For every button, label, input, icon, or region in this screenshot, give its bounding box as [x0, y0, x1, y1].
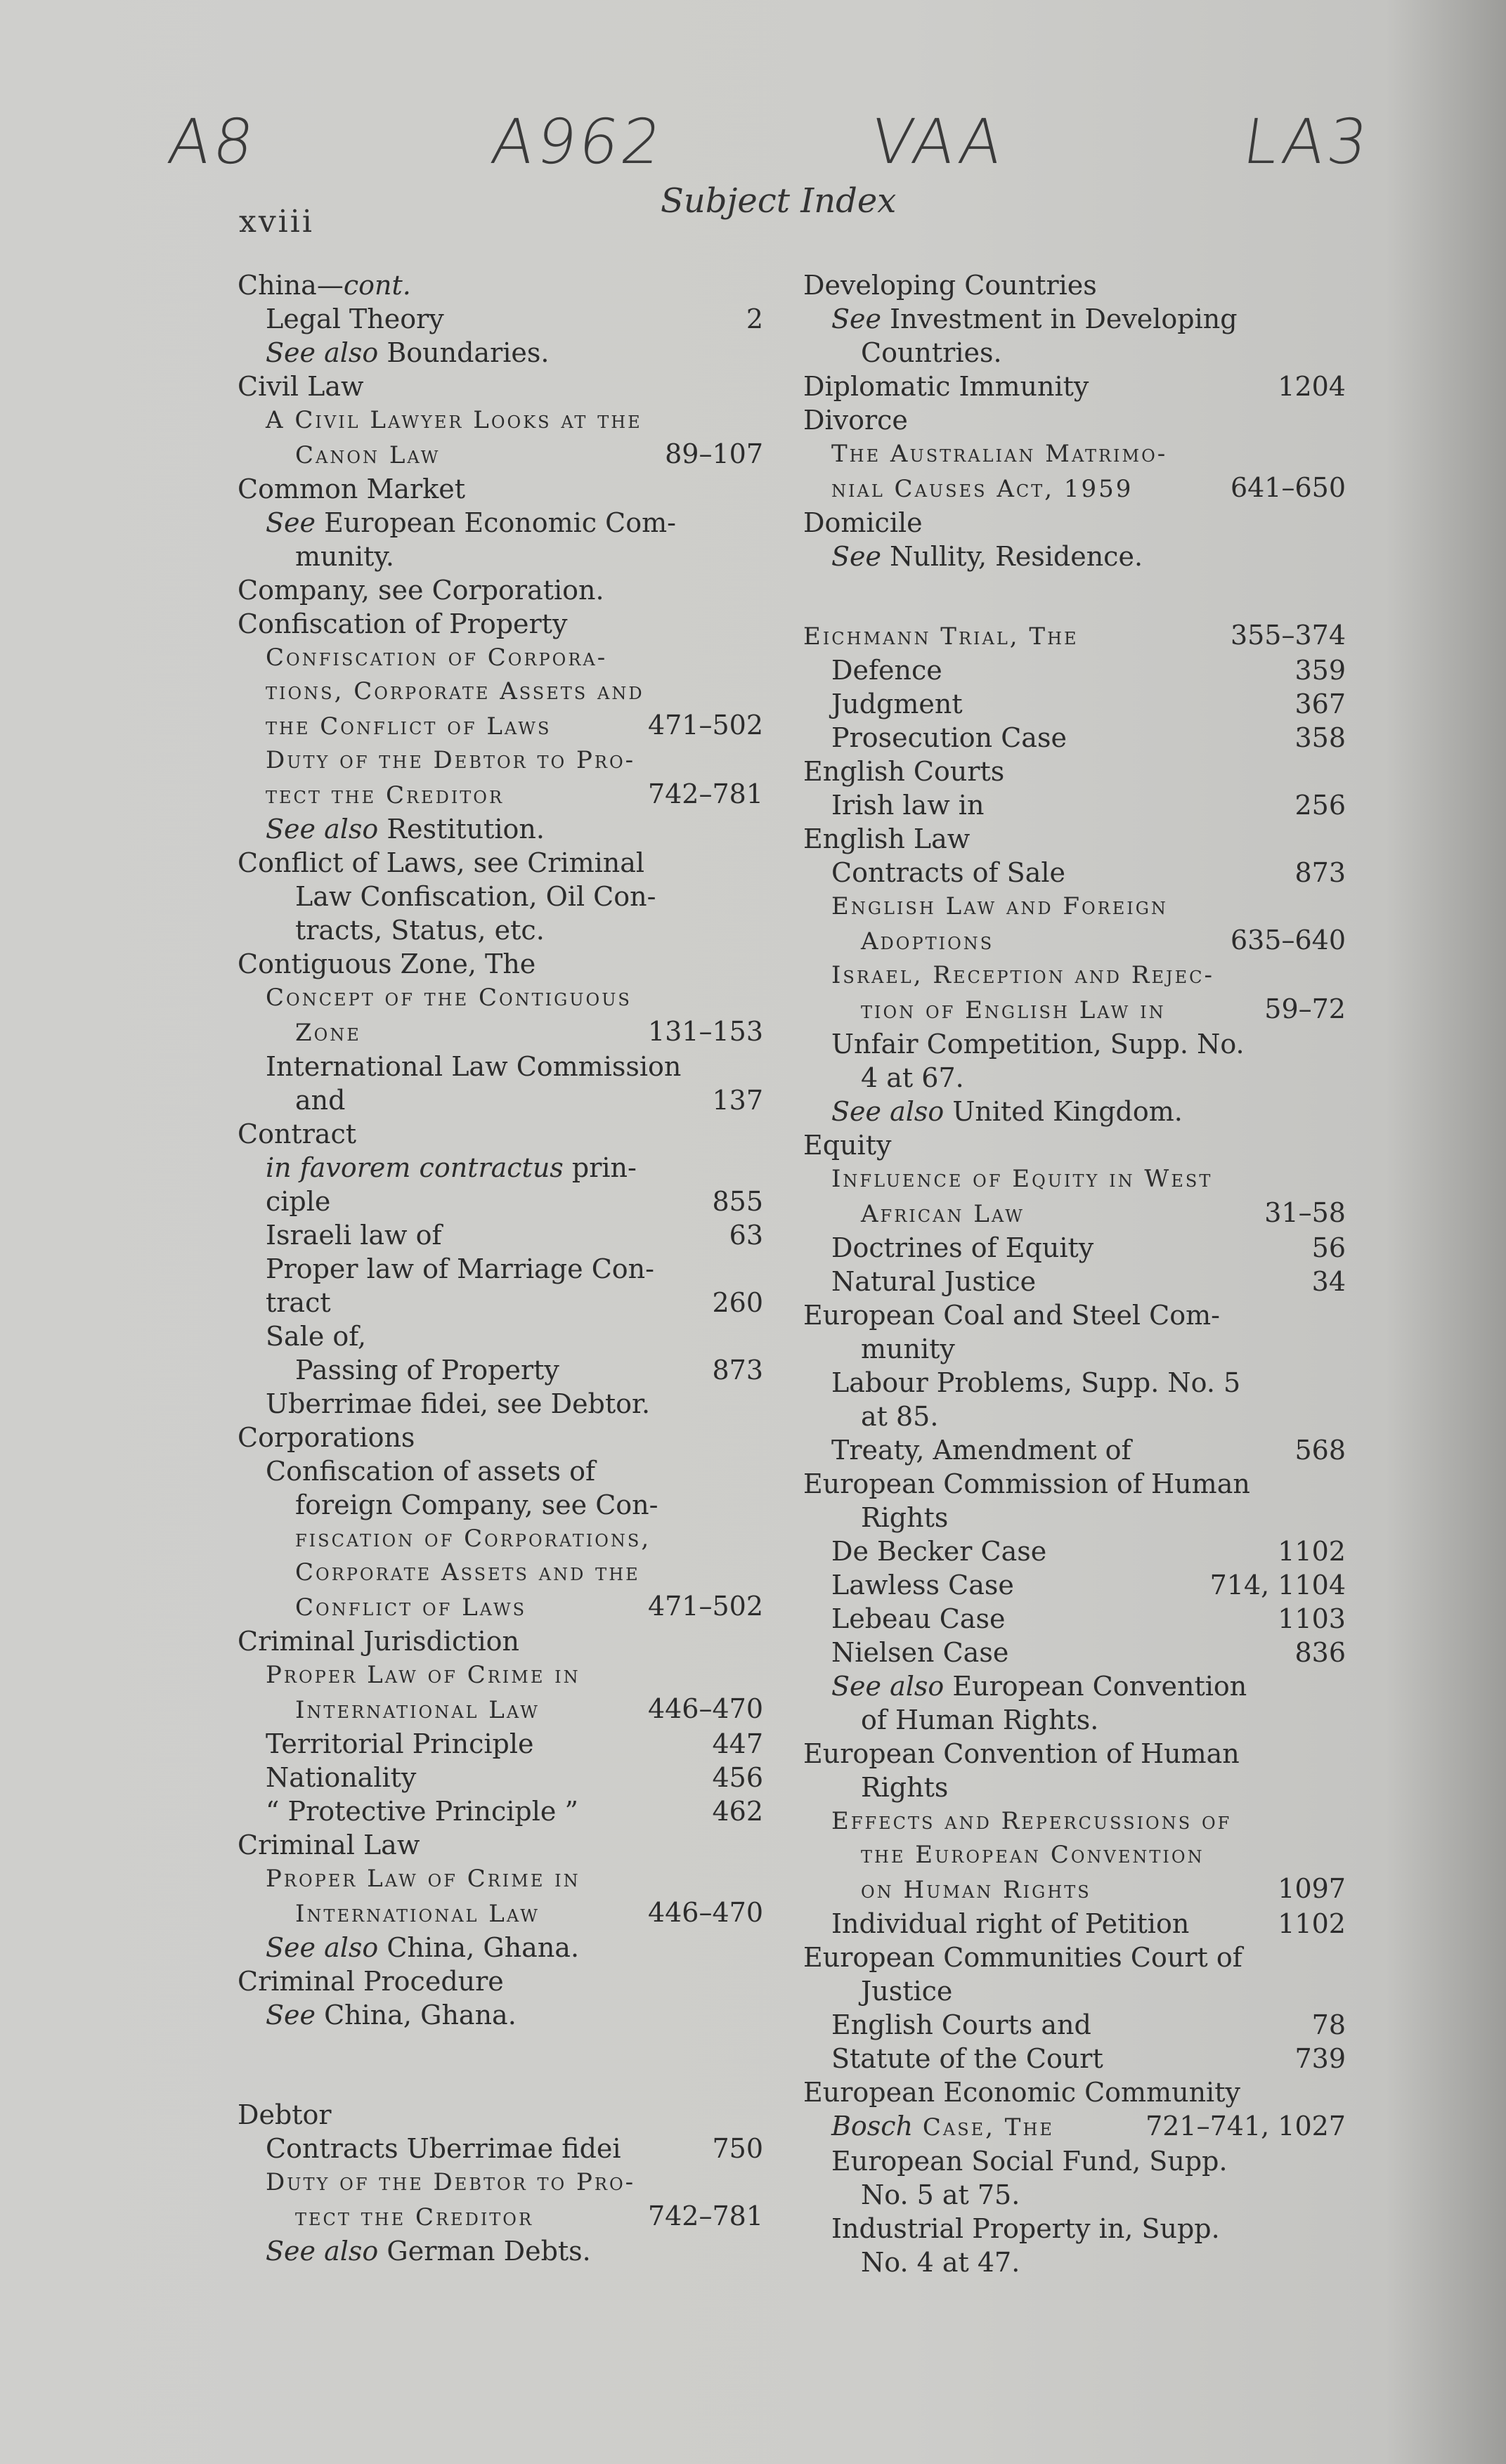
entry-text: Industrial Property in, Supp.: [831, 2213, 1220, 2244]
entry-text: Nielsen Case: [831, 1637, 1009, 1668]
page-reference: 63: [729, 1220, 763, 1251]
page-reference: 446–470: [647, 1897, 763, 1928]
entry-text: English Courts and: [831, 2009, 1091, 2040]
index-subentry: [803, 721, 1346, 755]
entry-text: Civil Law: [238, 371, 364, 402]
index-subentry: [803, 1771, 1346, 1804]
page-reference: 2: [746, 304, 763, 334]
entry-text: Equity: [803, 1130, 892, 1161]
index-heading-entry: [803, 2075, 1346, 2109]
entry-text: See also European Convention: [831, 1671, 1247, 1702]
index-subentry: [238, 1761, 763, 1794]
page-reference: 1102: [1278, 1536, 1346, 1567]
section-spacer: [803, 573, 1346, 618]
entry-text: Conflict of Laws, see Criminal: [238, 847, 645, 878]
entry-text: International Law: [295, 1900, 540, 1928]
entry-text: tect the Creditor: [266, 781, 505, 809]
entry-text: Lawless Case: [831, 1570, 1014, 1601]
index-subentry: [238, 981, 763, 1015]
running-head: Subject Index: [661, 181, 897, 221]
entry-text: African Law: [861, 1200, 1025, 1228]
index-heading-entry: [238, 846, 763, 880]
index-heading-entry: [238, 1421, 763, 1454]
index-subentry: [238, 1050, 763, 1083]
entry-text: tions, Corporate Assets and: [266, 677, 644, 705]
entry-text: Legal Theory: [266, 304, 444, 334]
entry-text: munity: [861, 1334, 955, 1364]
index-heading-entry: [803, 1467, 1346, 1501]
entry-text: Adoptions: [861, 927, 994, 956]
page-reference: 855: [712, 1186, 763, 1217]
index-subentry: [238, 2132, 763, 2165]
entry-text: Confiscation of Property: [238, 608, 568, 639]
index-subentry: [803, 1974, 1346, 2008]
entry-text: Israeli law of: [266, 1220, 442, 1251]
entry-text: De Becker Case: [831, 1536, 1047, 1567]
index-heading-entry: [238, 370, 763, 403]
index-heading-entry: [238, 1964, 763, 1998]
handwritten-mark-3: VAA: [866, 105, 1010, 178]
index-heading-entry: [803, 506, 1346, 540]
index-subentry: [803, 2144, 1346, 2178]
index-subentry: [238, 1998, 763, 2032]
page-reference: 721–741, 1027: [1145, 2111, 1346, 2142]
entry-text: in favorem contractus prin-: [266, 1152, 637, 1183]
index-subentry: [803, 1669, 1346, 1703]
entry-text: Statute of the Court: [831, 2043, 1103, 2074]
index-subentry: [803, 540, 1346, 573]
handwritten-mark-4: LA3: [1238, 105, 1375, 178]
index-heading-entry: [238, 1624, 763, 1658]
entry-text: Eichmann Trial, The: [803, 622, 1079, 651]
index-subentry: [803, 2245, 1346, 2279]
page-reference: 568: [1294, 1435, 1346, 1466]
entry-text: Bosch Case, The: [831, 2111, 1054, 2142]
index-subentry: [803, 788, 1346, 822]
entry-text: Treaty, Amendment of: [831, 1435, 1131, 1466]
entry-text: See European Economic Com-: [266, 507, 676, 538]
index-subentry: [803, 1872, 1346, 1907]
entry-text: Corporate Assets and the: [295, 1558, 640, 1586]
entry-text: Divorce: [803, 405, 908, 436]
entry-text: Duty of the Debtor to Pro-: [266, 746, 636, 774]
page-reference: 635–640: [1230, 925, 1346, 956]
index-subentry: [238, 1353, 763, 1387]
index-subentry: [803, 923, 1346, 958]
index-subentry: [803, 1636, 1346, 1669]
page-reference: 742–781: [647, 778, 763, 809]
entry-text: Proper law of Marriage Con-: [266, 1253, 654, 1284]
page-reference: 739: [1294, 2043, 1346, 2074]
page-reference: 462: [712, 1796, 763, 1827]
index-subentry: [803, 2212, 1346, 2245]
index-subentry: [803, 1332, 1346, 1366]
index-subentry: [238, 880, 763, 913]
index-subentry: [803, 471, 1346, 506]
entry-text: Uberrimae fidei, see Debtor.: [266, 1388, 651, 1419]
entry-text: No. 4 at 47.: [861, 2247, 1020, 2278]
index-heading-entry: [803, 618, 1346, 653]
page-number: xviii: [239, 204, 314, 240]
index-subentry: [238, 403, 763, 437]
page-reference: 446–470: [647, 1693, 763, 1724]
index-heading-entry: [803, 822, 1346, 856]
entry-text: International Law: [295, 1696, 540, 1724]
index-heading-entry: [238, 1117, 763, 1151]
index-heading-entry: [803, 1737, 1346, 1771]
page-reference: 355–374: [1230, 620, 1346, 651]
page-reference: 447: [712, 1728, 763, 1759]
index-subentry: [238, 1522, 763, 1556]
index-subentry: [803, 1027, 1346, 1061]
entry-text: Natural Justice: [831, 1266, 1037, 1297]
entry-text: tion of English Law in: [861, 996, 1166, 1024]
page-reference: 873: [712, 1355, 763, 1386]
index-heading-entry: [238, 268, 763, 302]
index-subentry: [238, 302, 763, 336]
page-reference: 873: [1294, 857, 1346, 888]
entry-text: English Law: [803, 823, 971, 854]
entry-text: Diplomatic Immunity: [803, 371, 1089, 402]
index-subentry: [803, 1196, 1346, 1231]
handwritten-mark-2: A962: [486, 105, 669, 178]
entry-text: Debtor: [238, 2099, 332, 2130]
index-subentry: [803, 302, 1346, 336]
entry-text: Domicile: [803, 507, 923, 538]
page-reference: 1103: [1278, 1603, 1346, 1634]
index-subentry: [803, 1804, 1346, 1838]
entry-text: of Human Rights.: [861, 1704, 1099, 1735]
index-subentry: [238, 1252, 763, 1286]
index-subentry: [238, 1185, 763, 1218]
entry-text: European Social Fund, Supp.: [831, 2146, 1228, 2177]
index-subentry: [803, 958, 1346, 992]
index-subentry: [803, 1265, 1346, 1298]
entry-text: See also China, Ghana.: [266, 1932, 580, 1963]
page-reference: 260: [712, 1287, 763, 1318]
index-subentry: [803, 437, 1346, 471]
page-reference: 78: [1311, 2009, 1346, 2040]
index-subentry: [803, 1568, 1346, 1602]
index-subentry: [803, 1061, 1346, 1095]
index-subentry: [238, 506, 763, 540]
page-reference: 256: [1294, 790, 1346, 821]
page-reference: 358: [1294, 722, 1346, 753]
entry-text: Contiguous Zone, The: [238, 949, 536, 979]
index-subentry: [238, 2165, 763, 2199]
index-subentry: [803, 1162, 1346, 1196]
index-subentry: [803, 2042, 1346, 2075]
entry-text: Judgment: [831, 689, 963, 719]
index-subentry: [238, 777, 763, 812]
entry-text: fiscation of Corporations,: [295, 1525, 651, 1553]
entry-text: See also Boundaries.: [266, 337, 550, 368]
page-reference: 89–107: [665, 438, 763, 469]
index-subentry: [238, 1218, 763, 1252]
page-reference: 367: [1294, 689, 1346, 719]
entry-text: See also Restitution.: [266, 814, 545, 845]
index-subentry: [238, 2234, 763, 2268]
page-reference: 836: [1294, 1637, 1346, 1668]
entry-text: Individual right of Petition: [831, 1908, 1190, 1939]
index-heading-entry: [803, 1128, 1346, 1162]
entry-text: nial Causes Act, 1959: [831, 475, 1134, 503]
index-subentry: [803, 1602, 1346, 1636]
index-heading-entry: [238, 573, 763, 607]
entry-text: “ Protective Principle ”: [266, 1796, 578, 1827]
entry-text: A Civil Lawyer Looks at the: [266, 406, 642, 434]
entry-text: Canon Law: [295, 441, 441, 469]
entry-text: Confiscation of Corpora-: [266, 644, 608, 672]
index-subentry: [238, 1692, 763, 1727]
page-reference: 34: [1311, 1266, 1346, 1297]
page-reference: 750: [712, 2133, 763, 2164]
index-subentry: [238, 1862, 763, 1896]
page-reference: 471–502: [647, 710, 763, 741]
entry-text: tract: [266, 1287, 331, 1318]
page-reference: 641–650: [1230, 472, 1346, 503]
page-reference: 59–72: [1264, 993, 1346, 1024]
entry-text: tracts, Status, etc.: [295, 915, 545, 946]
entry-text: Criminal Jurisdiction: [238, 1626, 520, 1657]
entry-text: See also German Debts.: [266, 2236, 591, 2267]
page-reference: 1204: [1278, 371, 1346, 402]
entry-text: the Conflict of Laws: [266, 712, 552, 741]
index-subentry: [803, 1907, 1346, 1941]
index-subentry: [803, 1433, 1346, 1467]
entry-text: The Australian Matrimo-: [831, 440, 1168, 468]
index-heading-entry: [803, 370, 1346, 403]
entry-text: tect the Creditor: [295, 2203, 534, 2231]
entry-text: Developing Countries: [803, 270, 1097, 301]
entry-text: Concept of the Contiguous: [266, 984, 632, 1012]
entry-text: Contracts of Sale: [831, 857, 1066, 888]
page-reference: 456: [712, 1762, 763, 1793]
entry-text: Confiscation of assets of: [266, 1456, 596, 1487]
index-subentry: [803, 1838, 1346, 1872]
page-reference: 1102: [1278, 1908, 1346, 1939]
index-subentry: [803, 1095, 1346, 1128]
index-heading-entry: [803, 268, 1346, 302]
entry-text: European Commission of Human: [803, 1468, 1250, 1499]
index-subentry: [803, 2109, 1346, 2144]
entry-text: Doctrines of Equity: [831, 1232, 1094, 1263]
entry-text: Defence: [831, 655, 942, 686]
entry-text: No. 5 at 75.: [861, 2179, 1020, 2210]
index-subentry: [803, 2008, 1346, 2042]
entry-text: Territorial Principle: [266, 1728, 534, 1759]
entry-text: See also United Kingdom.: [831, 1096, 1183, 1127]
index-subentry: [803, 1501, 1346, 1534]
entry-text: Contracts Uberrimae fidei: [266, 2133, 621, 2164]
index-heading-entry: [238, 1828, 763, 1862]
index-subentry: [238, 913, 763, 947]
page-reference: 471–502: [647, 1591, 763, 1622]
entry-text: Company, see Corporation.: [238, 575, 604, 606]
index-subentry: [238, 708, 763, 743]
entry-text: Countries.: [861, 337, 1002, 368]
index-subentry: [803, 889, 1346, 923]
entry-text: European Communities Court of: [803, 1942, 1242, 1973]
index-subentry: [238, 1083, 763, 1117]
entry-text: European Convention of Human: [803, 1738, 1240, 1769]
entry-text: Israel, Reception and Rejec-: [831, 961, 1214, 989]
index-heading-entry: [238, 2098, 763, 2132]
entry-text: Criminal Procedure: [238, 1966, 504, 1997]
page-reference: 56: [1311, 1232, 1346, 1263]
index-heading-entry: [238, 607, 763, 641]
page-reference: 742–781: [647, 2201, 763, 2231]
index-subentry: [238, 1319, 763, 1353]
entry-text: European Coal and Steel Com-: [803, 1300, 1220, 1331]
index-subentry: [803, 1400, 1346, 1433]
index-subentry: [238, 1896, 763, 1931]
entry-text: foreign Company, see Con-: [295, 1490, 658, 1520]
index-subentry: [803, 992, 1346, 1027]
entry-text: English Law and Foreign: [831, 892, 1168, 920]
right-index-column: [803, 268, 1346, 2279]
entry-text: the European Convention: [861, 1841, 1205, 1869]
entry-text: Proper Law of Crime in: [266, 1661, 580, 1689]
index-subentry: [238, 1286, 763, 1319]
page-reference: 1097: [1278, 1873, 1346, 1904]
entry-text: Contract: [238, 1119, 357, 1149]
entry-text: See Investment in Developing: [831, 304, 1238, 334]
index-subentry: [803, 653, 1346, 687]
entry-text: ciple: [266, 1186, 331, 1217]
index-subentry: [803, 2178, 1346, 2212]
entry-text: Conflict of Laws: [295, 1593, 527, 1622]
index-subentry: [238, 743, 763, 777]
entry-text: Labour Problems, Supp. No. 5: [831, 1367, 1241, 1398]
entry-text: and: [295, 1085, 346, 1116]
index-subentry: [803, 1703, 1346, 1737]
entry-text: Lebeau Case: [831, 1603, 1006, 1634]
entry-text: Influence of Equity in West: [831, 1165, 1213, 1193]
entry-text: Unfair Competition, Supp. No.: [831, 1029, 1245, 1060]
entry-text: Nationality: [266, 1762, 417, 1793]
page-reference: 714, 1104: [1209, 1570, 1346, 1601]
entry-text: Justice: [861, 1976, 953, 2007]
entry-text: Corporations: [238, 1422, 415, 1453]
index-heading-entry: [238, 947, 763, 981]
entry-text: See China, Ghana.: [266, 2000, 517, 2030]
entry-text: See Nullity, Residence.: [831, 541, 1143, 572]
index-subentry: [238, 1488, 763, 1522]
section-spacer: [238, 2032, 763, 2098]
index-subentry: [238, 1387, 763, 1421]
index-subentry: [238, 336, 763, 370]
entry-text: Sale of,: [266, 1321, 367, 1352]
entry-text: Irish law in: [831, 790, 985, 821]
index-subentry: [803, 1231, 1346, 1265]
left-index-column: [238, 268, 763, 2268]
index-subentry: [238, 540, 763, 573]
index-subentry: [803, 336, 1346, 370]
index-subentry: [238, 2199, 763, 2234]
index-subentry: [803, 1534, 1346, 1568]
index-heading-entry: [238, 472, 763, 506]
entry-text: Duty of the Debtor to Pro-: [266, 2168, 636, 2196]
entry-text: at 85.: [861, 1401, 939, 1432]
entry-text: Law Confiscation, Oil Con-: [295, 881, 656, 912]
index-subentry: [238, 1151, 763, 1185]
entry-text: Passing of Property: [295, 1355, 559, 1386]
entry-text: Rights: [861, 1502, 949, 1533]
index-subentry: [238, 1454, 763, 1488]
page-reference: 31–58: [1264, 1197, 1346, 1228]
index-subentry: [238, 674, 763, 708]
index-subentry: [238, 1658, 763, 1692]
page-reference: 131–153: [647, 1016, 763, 1047]
page-reference: 359: [1294, 655, 1346, 686]
entry-text: Rights: [861, 1772, 949, 1803]
index-subentry: [238, 641, 763, 674]
index-subentry: [803, 1366, 1346, 1400]
entry-text: Prosecution Case: [831, 722, 1067, 753]
index-subentry: [238, 1015, 763, 1050]
entry-text: Proper Law of Crime in: [266, 1865, 580, 1893]
entry-text: International Law Commission: [266, 1051, 682, 1082]
index-subentry: [238, 812, 763, 846]
entry-text: Zone: [295, 1019, 361, 1047]
index-subentry: [238, 1794, 763, 1828]
entry-text: Effects and Repercussions of: [831, 1807, 1232, 1835]
entry-text: on Human Rights: [861, 1876, 1091, 1904]
index-heading-entry: [803, 403, 1346, 437]
entry-text: Common Market: [238, 474, 465, 504]
index-subentry: [238, 1931, 763, 1964]
index-subentry: [803, 856, 1346, 889]
index-subentry: [238, 437, 763, 472]
index-subentry: [803, 687, 1346, 721]
handwritten-mark-1: A8: [163, 105, 261, 178]
entry-text: 4 at 67.: [861, 1062, 964, 1093]
entry-text: China—cont.: [238, 270, 411, 301]
index-heading-entry: [803, 1941, 1346, 1974]
index-heading-entry: [803, 1298, 1346, 1332]
entry-text: munity.: [295, 541, 394, 572]
index-subentry: [238, 1556, 763, 1589]
index-heading-entry: [803, 755, 1346, 788]
entry-text: English Courts: [803, 756, 1005, 787]
entry-text: European Economic Community: [803, 2077, 1240, 2108]
entry-text: Criminal Law: [238, 1830, 420, 1860]
page-reference: 137: [712, 1085, 763, 1116]
index-subentry: [238, 1589, 763, 1624]
index-subentry: [238, 1727, 763, 1761]
